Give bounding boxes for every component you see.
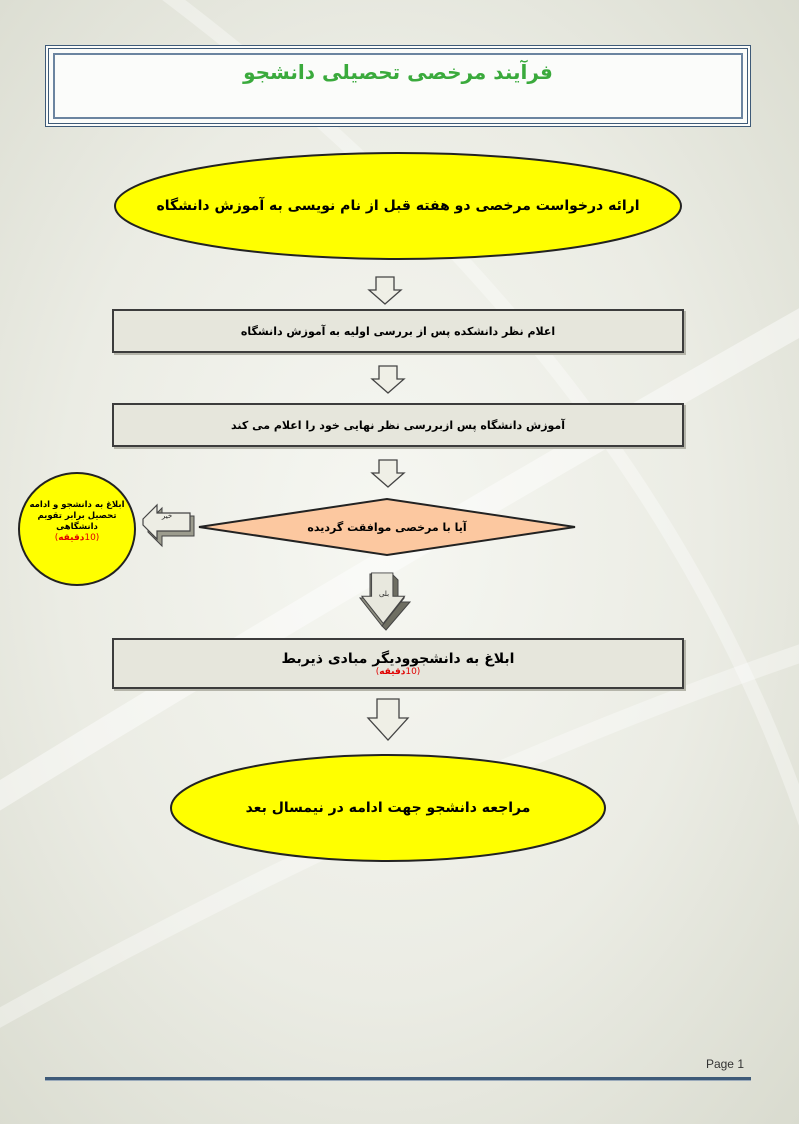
side-branch-text: ابلاغ به دانشجو و ادامه تحصیل برابر تقویم دانشگاهی: [29, 500, 125, 532]
yes-arrow: [356, 572, 412, 632]
down-arrow-4: [366, 698, 410, 742]
faculty-review-text: اعلام نظر دانشکده پس از بررسی اولیه به آموزش دانشگاه: [240, 324, 556, 338]
decision-text: آیا با مرخصی موافقت گردیده: [307, 520, 467, 534]
down-arrow-2: [370, 365, 406, 395]
side-branch-time-num: 10: [84, 533, 96, 543]
notify-time: (10دقیقه): [375, 666, 421, 677]
side-branch-time-unit: دقیقه: [58, 533, 85, 543]
university-review-box: [112, 403, 684, 447]
start-step-text: ارائه درخواست مرخصی دو هفته قبل از نام نویسی به آموزش دانشگاه: [156, 198, 640, 214]
down-arrow-3: [370, 459, 406, 489]
page-number: Page 1: [705, 1057, 744, 1071]
notify-text: ابلاغ به دانشجوودیگر مبادی ذیربط: [281, 650, 515, 667]
yes-label: بلی: [378, 590, 390, 598]
notify-time-num: 10: [405, 666, 417, 677]
page-title: فرآیند مرخصی تحصیلی دانشجو: [243, 60, 553, 84]
title-frame: [45, 45, 751, 127]
university-review-text: آموزش دانشگاه پس ازبررسی نظر نهایی خود را اعلام می کند: [231, 418, 566, 432]
notify-time-unit: دقیقه: [379, 666, 406, 677]
footer-divider: [45, 1077, 751, 1081]
side-branch-text-wrap: [28, 500, 126, 544]
side-branch-time: (10دقیقه): [54, 533, 100, 543]
no-arrow: [140, 502, 198, 550]
down-arrow-1: [367, 276, 403, 306]
faculty-review-box: [112, 309, 684, 353]
notify-box: [112, 638, 684, 689]
no-label: خیر: [161, 512, 173, 520]
end-step-text: مراجعه دانشجو جهت ادامه در نیمسال بعد: [245, 800, 531, 816]
